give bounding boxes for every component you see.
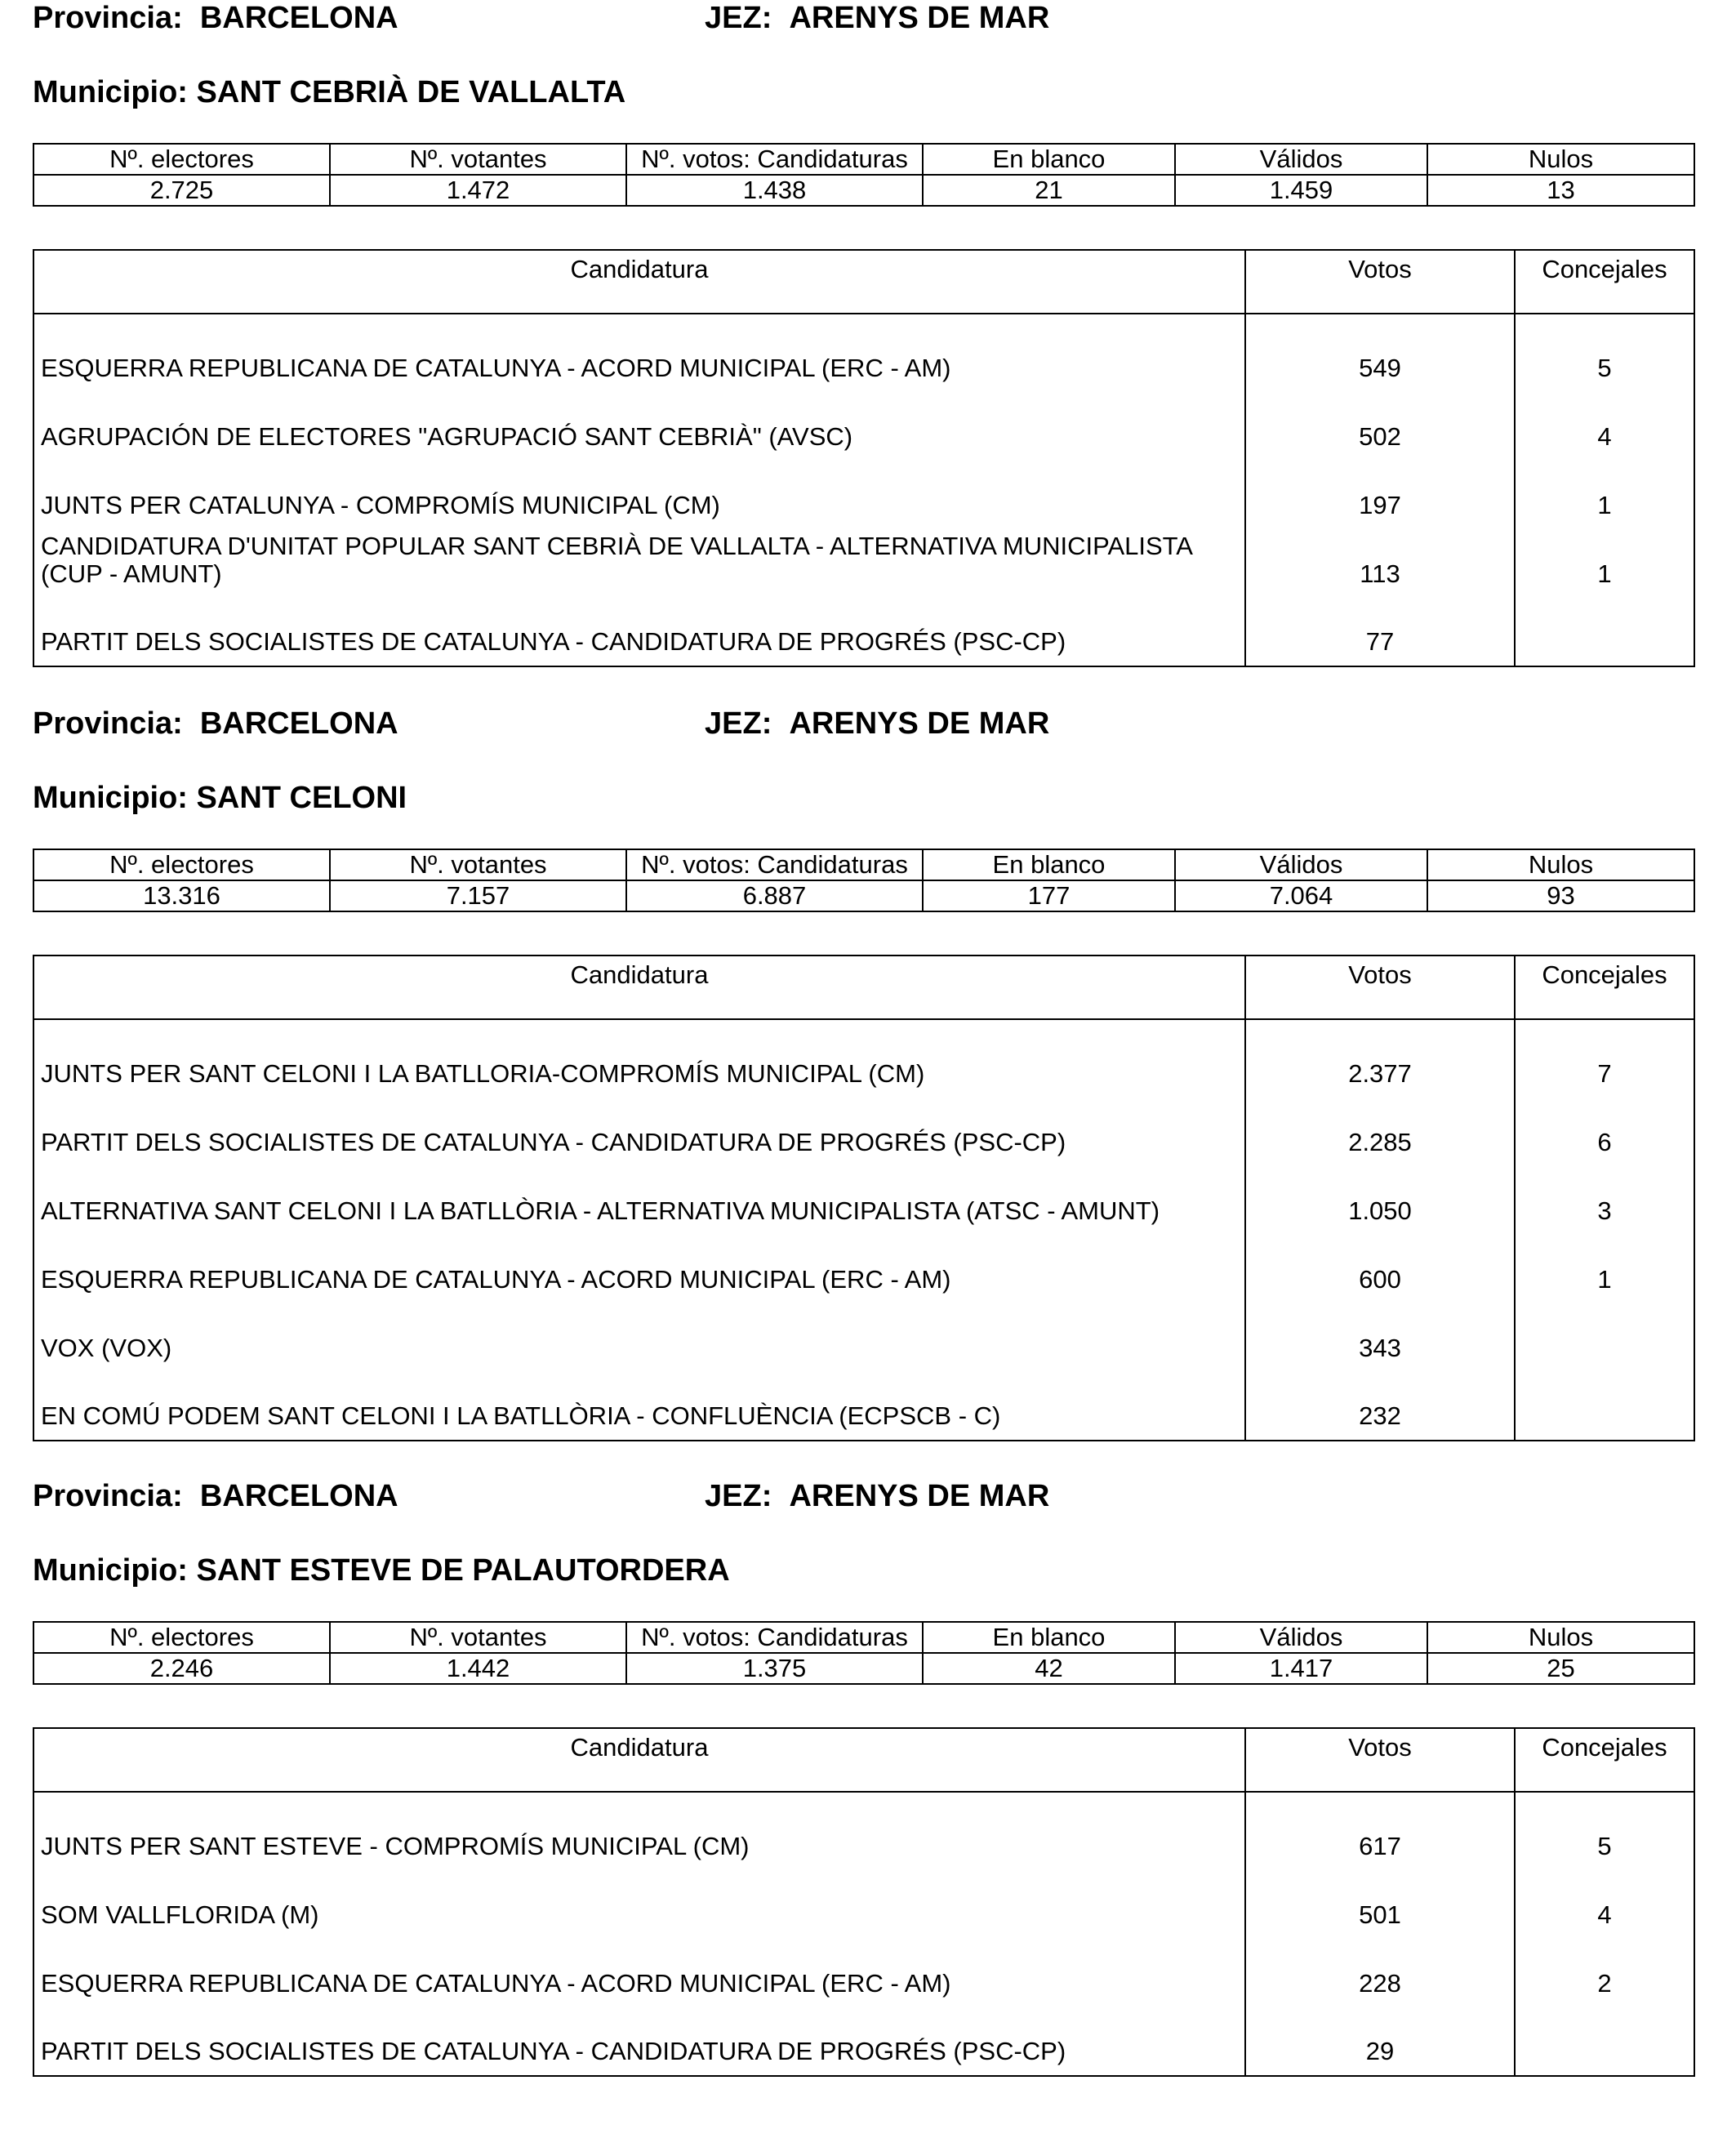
- candidatura-concejales: [1515, 1372, 1694, 1441]
- provincia-value: BARCELONA: [199, 1479, 398, 1513]
- stats-value-cell: 177: [923, 880, 1175, 911]
- stats-table: [33, 1621, 1695, 1685]
- candidatura-row: [33, 314, 1694, 392]
- provincia-label: Provincia:: [33, 1, 183, 35]
- candidatura-name: PARTIT DELS SOCIALISTES DE CATALUNYA - CANDIDATURA DE PROGRÉS (PSC-CP): [33, 2007, 1245, 2076]
- stats-header-cell: Nulos: [1427, 849, 1694, 880]
- candidatura-name: JUNTS PER CATALUNYA - COMPROMÍS MUNICIPAL (CM): [33, 461, 1245, 529]
- stats-value-cell: 93: [1427, 880, 1694, 911]
- jez-label: JEZ:: [705, 1479, 772, 1513]
- candidatura-name: JUNTS PER SANT ESTEVE - COMPROMÍS MUNICIPAL (CM): [33, 1792, 1245, 1870]
- stats-header-cell: Nulos: [1427, 1622, 1694, 1653]
- candidatura-concejales: 7: [1515, 1019, 1694, 1098]
- candidatura-votos: 197: [1245, 461, 1515, 529]
- candidatura-votos: 501: [1245, 1870, 1515, 1939]
- candidatura-row: [33, 1303, 1694, 1372]
- provincia-heading: [33, 706, 398, 742]
- candidatura-votos: 77: [1245, 598, 1515, 666]
- candidatura-votos: 617: [1245, 1792, 1515, 1870]
- stats-value-cell: 13.316: [33, 880, 330, 911]
- stats-value-cell: 21: [923, 175, 1175, 206]
- candidatura-name: AGRUPACIÓN DE ELECTORES "AGRUPACIÓ SANT CEBRIÀ" (AVSC): [33, 392, 1245, 461]
- candidatura-name: PARTIT DELS SOCIALISTES DE CATALUNYA - CANDIDATURA DE PROGRÉS (PSC-CP): [33, 598, 1245, 666]
- candidatura-row: [33, 1166, 1694, 1235]
- municipio-value: SANT CEBRIÀ DE VALLALTA: [196, 75, 626, 109]
- candidatura-name: VOX (VOX): [33, 1303, 1245, 1372]
- stats-value-cell: 1.442: [330, 1653, 626, 1684]
- stats-header-row: [33, 144, 1694, 175]
- candidatura-name: ESQUERRA REPUBLICANA DE CATALUNYA - ACORD MUNICIPAL (ERC - AM): [33, 1235, 1245, 1303]
- candidaturas-header-row: [33, 956, 1694, 1019]
- stats-table: [33, 849, 1695, 912]
- stats-header-cell: Nº. votantes: [330, 1622, 626, 1653]
- municipio-heading: [33, 74, 625, 110]
- candidatura-row: [33, 2007, 1694, 2076]
- stats-header-cell: Nº. votos: Candidaturas: [626, 144, 923, 175]
- candidatura-concejales: 1: [1515, 461, 1694, 529]
- provincia-heading: [33, 0, 398, 36]
- candidaturas-table: [33, 249, 1695, 667]
- candidatura-row: [33, 1792, 1694, 1870]
- candidaturas-header-cell: Candidatura: [33, 1728, 1245, 1792]
- candidatura-row: [33, 1098, 1694, 1166]
- candidatura-name: SOM VALLFLORIDA (M): [33, 1870, 1245, 1939]
- provincia-value: BARCELONA: [199, 1, 398, 35]
- candidatura-votos: 1.050: [1245, 1166, 1515, 1235]
- stats-value-cell: 1.417: [1175, 1653, 1427, 1684]
- candidatura-votos: 549: [1245, 314, 1515, 392]
- candidatura-concejales: 4: [1515, 1870, 1694, 1939]
- jez-heading: [705, 706, 1049, 742]
- stats-header-cell: En blanco: [923, 849, 1175, 880]
- stats-header-cell: En blanco: [923, 144, 1175, 175]
- stats-value-cell: 1.472: [330, 175, 626, 206]
- provincia-label: Provincia:: [33, 1479, 183, 1513]
- provincia-heading: [33, 1478, 398, 1514]
- stats-header-cell: Nº. votos: Candidaturas: [626, 1622, 923, 1653]
- candidatura-name: ESQUERRA REPUBLICANA DE CATALUNYA - ACORD MUNICIPAL (ERC - AM): [33, 314, 1245, 392]
- candidatura-row: [33, 1372, 1694, 1441]
- stats-value-cell: 2.725: [33, 175, 330, 206]
- candidatura-votos: 228: [1245, 1939, 1515, 2007]
- municipio-label: Municipio:: [33, 75, 188, 109]
- stats-header-row: [33, 849, 1694, 880]
- stats-value-cell: 1.438: [626, 175, 923, 206]
- candidatura-votos: 600: [1245, 1235, 1515, 1303]
- candidatura-concejales: 3: [1515, 1166, 1694, 1235]
- stats-value-cell: 1.375: [626, 1653, 923, 1684]
- municipio-value: SANT ESTEVE DE PALAUTORDERA: [196, 1553, 730, 1588]
- candidatura-concejales: [1515, 2007, 1694, 2076]
- candidatura-row: [33, 392, 1694, 461]
- municipio-value: SANT CELONI: [196, 781, 407, 815]
- stats-value-cell: 2.246: [33, 1653, 330, 1684]
- stats-value-cell: 7.157: [330, 880, 626, 911]
- candidaturas-header-cell: Concejales: [1515, 956, 1694, 1019]
- candidaturas-header-cell: Candidatura: [33, 956, 1245, 1019]
- candidaturas-header-cell: Votos: [1245, 250, 1515, 314]
- candidatura-concejales: 5: [1515, 1792, 1694, 1870]
- jez-heading: [705, 1478, 1049, 1514]
- stats-header-cell: Válidos: [1175, 144, 1427, 175]
- stats-header-cell: Nulos: [1427, 144, 1694, 175]
- stats-value-cell: 1.459: [1175, 175, 1427, 206]
- jez-value: ARENYS DE MAR: [789, 1, 1050, 35]
- stats-header-cell: Nº. electores: [33, 849, 330, 880]
- stats-header-cell: Nº. votantes: [330, 849, 626, 880]
- candidatura-concejales: 6: [1515, 1098, 1694, 1166]
- stats-value-row: [33, 880, 1694, 911]
- municipio-label: Municipio:: [33, 1553, 188, 1588]
- candidatura-votos: 502: [1245, 392, 1515, 461]
- candidatura-name: ALTERNATIVA SANT CELONI I LA BATLLÒRIA - ALTERNATIVA MUNICIPALISTA (ATSC - AMUNT): [33, 1166, 1245, 1235]
- candidatura-concejales: 1: [1515, 1235, 1694, 1303]
- candidatura-row: [33, 598, 1694, 666]
- municipio-heading: [33, 780, 407, 816]
- stats-header-cell: Nº. votantes: [330, 144, 626, 175]
- candidatura-name: PARTIT DELS SOCIALISTES DE CATALUNYA - CANDIDATURA DE PROGRÉS (PSC-CP): [33, 1098, 1245, 1166]
- jez-label: JEZ:: [705, 1, 772, 35]
- candidatura-name: EN COMÚ PODEM SANT CELONI I LA BATLLÒRIA - CONFLUÈNCIA (ECPSCB - C): [33, 1372, 1245, 1441]
- candidatura-row: [33, 1019, 1694, 1098]
- candidaturas-header-row: [33, 250, 1694, 314]
- stats-header-cell: Válidos: [1175, 1622, 1427, 1653]
- stats-table: [33, 143, 1695, 207]
- candidaturas-header-cell: Votos: [1245, 1728, 1515, 1792]
- candidaturas-header-cell: Concejales: [1515, 1728, 1694, 1792]
- candidaturas-header-cell: Votos: [1245, 956, 1515, 1019]
- stats-value-cell: 7.064: [1175, 880, 1427, 911]
- candidatura-row: [33, 1939, 1694, 2007]
- candidatura-name: JUNTS PER SANT CELONI I LA BATLLORIA-COMPROMÍS MUNICIPAL (CM): [33, 1019, 1245, 1098]
- jez-heading: [705, 0, 1049, 36]
- candidatura-name: ESQUERRA REPUBLICANA DE CATALUNYA - ACORD MUNICIPAL (ERC - AM): [33, 1939, 1245, 2007]
- candidatura-votos: 2.285: [1245, 1098, 1515, 1166]
- stats-header-cell: Nº. electores: [33, 1622, 330, 1653]
- provincia-value: BARCELONA: [199, 706, 398, 741]
- stats-value-cell: 25: [1427, 1653, 1694, 1684]
- stats-header-row: [33, 1622, 1694, 1653]
- candidatura-concejales: 1: [1515, 529, 1694, 598]
- candidatura-row: [33, 461, 1694, 529]
- candidatura-votos: 232: [1245, 1372, 1515, 1441]
- stats-value-row: [33, 175, 1694, 206]
- stats-value-cell: 13: [1427, 175, 1694, 206]
- candidaturas-table: [33, 955, 1695, 1441]
- candidatura-concejales: [1515, 1303, 1694, 1372]
- candidaturas-header-cell: Candidatura: [33, 250, 1245, 314]
- candidatura-votos: 29: [1245, 2007, 1515, 2076]
- stats-header-cell: Nº. electores: [33, 144, 330, 175]
- candidatura-votos: 343: [1245, 1303, 1515, 1372]
- candidatura-concejales: 4: [1515, 392, 1694, 461]
- jez-value: ARENYS DE MAR: [789, 1479, 1050, 1513]
- candidatura-concejales: 5: [1515, 314, 1694, 392]
- candidaturas-header-row: [33, 1728, 1694, 1792]
- candidaturas-table: [33, 1727, 1695, 2077]
- candidatura-name: CANDIDATURA D'UNITAT POPULAR SANT CEBRIÀ DE VALLALTA - ALTERNATIVA MUNICIPALISTA (CUP - AMUNT): [33, 529, 1245, 598]
- candidatura-concejales: [1515, 598, 1694, 666]
- candidatura-row: [33, 1235, 1694, 1303]
- candidatura-concejales: 2: [1515, 1939, 1694, 2007]
- provincia-label: Provincia:: [33, 706, 183, 741]
- candidatura-votos: 2.377: [1245, 1019, 1515, 1098]
- candidatura-votos: 113: [1245, 529, 1515, 598]
- stats-value-cell: 42: [923, 1653, 1175, 1684]
- stats-value-cell: 6.887: [626, 880, 923, 911]
- candidatura-row: [33, 529, 1694, 598]
- municipio-label: Municipio:: [33, 781, 188, 815]
- candidaturas-header-cell: Concejales: [1515, 250, 1694, 314]
- jez-value: ARENYS DE MAR: [789, 706, 1050, 741]
- stats-header-cell: En blanco: [923, 1622, 1175, 1653]
- stats-value-row: [33, 1653, 1694, 1684]
- stats-header-cell: Nº. votos: Candidaturas: [626, 849, 923, 880]
- stats-header-cell: Válidos: [1175, 849, 1427, 880]
- jez-label: JEZ:: [705, 706, 772, 741]
- candidatura-row: [33, 1870, 1694, 1939]
- municipio-heading: [33, 1552, 730, 1588]
